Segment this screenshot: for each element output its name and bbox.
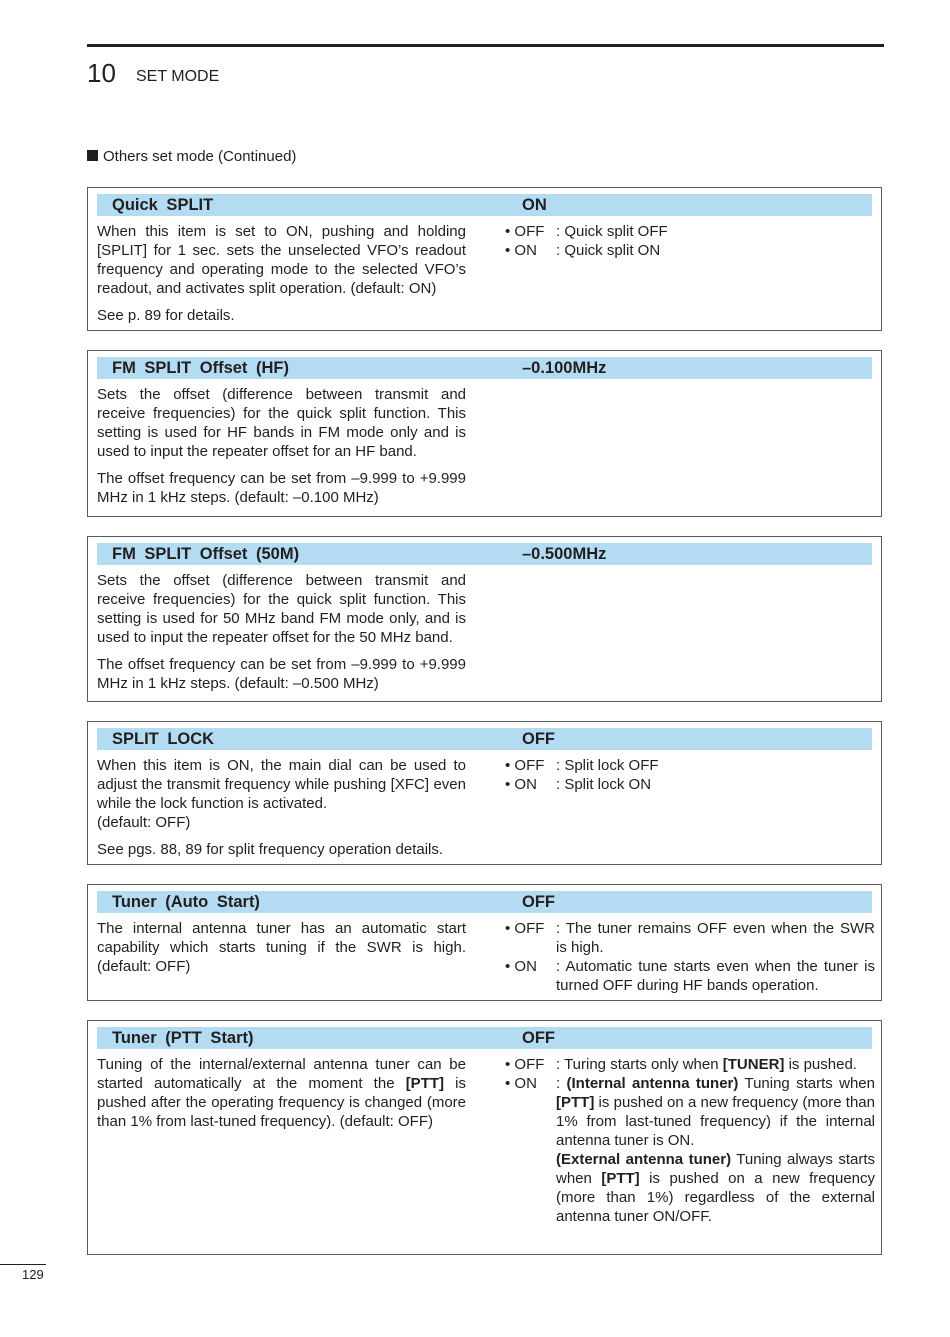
setting-title-bar [97, 728, 872, 750]
option-text-part: Tuning starts when [738, 1075, 875, 1092]
header-rule [87, 44, 884, 47]
setting-default-value: –0.500MHz [522, 545, 607, 563]
option-key: • ON [505, 1075, 537, 1092]
setting-description [97, 1055, 466, 1139]
setting-description [97, 571, 466, 701]
description-paragraph: The offset frequency can be set from –9.999 to +9.999 MHz in 1 kHz steps. (default: –0.100 MHz) [97, 470, 466, 506]
ptt-key-label: [PTT] [556, 1094, 595, 1111]
footer-rule [0, 1264, 46, 1265]
option-text: : Automatic tune starts even when the tuner is turned OFF during HF bands operation. [556, 958, 875, 994]
option-row [505, 222, 875, 241]
tuner-key-label: [TUNER] [722, 1056, 785, 1073]
option-paragraph [556, 1074, 875, 1150]
description-paragraph: Sets the offset (difference between transmit and receive frequencies) for the quick split function. This setting is used for 50 MHz band FM mode only, and is used to input the repeater offset for the 50 MHz band. [97, 572, 466, 646]
internal-tuner-heading: (Internal antenna tuner) [566, 1075, 739, 1092]
description-text: is pushed after the operating frequency is changed (more than 1% from last-tuned frequency). (default: OFF) [97, 1075, 466, 1130]
setting-title-bar [97, 1027, 872, 1049]
option-text-part: is pushed on a new frequency (more than 1% from last-tuned frequency) if the internal antenna tuner is ON. [556, 1094, 875, 1149]
option-text-part: is pushed on a new frequency (more than 1%) regardless of the external antenna tuner ON/OFF. [556, 1170, 876, 1225]
setting-default-value: –0.100MHz [522, 359, 607, 377]
option-text: : Split lock OFF [556, 757, 659, 774]
description-paragraph: When this item is ON, the main dial can be used to adjust the transmit frequency while pushing [XFC] even while the lock function is activated. [97, 757, 466, 812]
setting-title: Tuner (PTT Start) [112, 1029, 254, 1047]
option-key: • OFF [505, 920, 545, 937]
option-row [505, 1055, 875, 1074]
setting-quick-split [87, 187, 882, 331]
option-text-part: Tuning always starts when [556, 1151, 875, 1187]
setting-title: Quick SPLIT [112, 196, 214, 214]
setting-title: FM SPLIT Offset (HF) [112, 359, 289, 377]
description-paragraph: (default: OFF) [97, 814, 191, 831]
setting-options [505, 756, 875, 794]
section-heading [87, 147, 296, 167]
option-text: : Quick split OFF [556, 223, 668, 240]
option-row [505, 756, 875, 775]
option-text: : Quick split ON [556, 242, 661, 259]
chapter-number: 10 [87, 58, 116, 88]
setting-default-value: OFF [522, 730, 555, 748]
setting-description [97, 385, 466, 515]
setting-title-bar [97, 891, 872, 913]
option-paragraph [556, 1150, 875, 1226]
option-key: • OFF [505, 1056, 545, 1073]
setting-fm-split-offset-50m [87, 536, 882, 702]
option-text-part: : [556, 1075, 567, 1092]
setting-title: Tuner (Auto Start) [112, 893, 260, 911]
option-row [505, 241, 875, 260]
option-row [505, 1074, 875, 1226]
setting-title-bar [97, 543, 872, 565]
option-row [505, 775, 875, 794]
page-number: 129 [22, 1267, 44, 1282]
description-text: Tuning of the internal/external antenna tuner can be started automatically at the moment the [97, 1056, 466, 1092]
setting-title-bar [97, 357, 872, 379]
setting-title: FM SPLIT Offset (50M) [112, 545, 300, 563]
description-paragraph [97, 1055, 466, 1131]
setting-options [505, 1055, 875, 1226]
option-key: • OFF [505, 757, 545, 774]
ptt-key-label: [PTT] [405, 1075, 445, 1092]
option-text: : The tuner remains OFF even when the SWR is high. [556, 920, 875, 956]
option-text-part: is pushed. [784, 1056, 857, 1073]
setting-options [505, 222, 875, 260]
option-row [505, 919, 875, 957]
description-paragraph: See p. 89 for details. [97, 307, 235, 324]
option-text-part: : Turing starts only when [556, 1056, 723, 1073]
option-key: • OFF [505, 223, 545, 240]
external-tuner-heading: (External antenna tuner) [556, 1151, 732, 1168]
description-paragraph: The internal antenna tuner has an automatic start capability which starts tuning if the SWR is high. (default: OFF) [97, 920, 466, 975]
option-key: • ON [505, 776, 537, 793]
setting-default-value: OFF [522, 893, 555, 911]
option-key: • ON [505, 958, 537, 975]
setting-title-bar [97, 194, 872, 216]
option-text: : Split lock ON [556, 776, 652, 793]
setting-fm-split-offset-hf [87, 350, 882, 517]
chapter-title: SET MODE [136, 68, 220, 85]
description-paragraph: The offset frequency can be set from –9.999 to +9.999 MHz in 1 kHz steps. (default: –0.500 MHz) [97, 656, 466, 692]
setting-description [97, 919, 466, 984]
option-text [556, 1074, 875, 1226]
setting-description [97, 756, 466, 867]
square-bullet-icon [87, 150, 98, 161]
setting-description [97, 222, 466, 333]
setting-default-value: OFF [522, 1029, 555, 1047]
description-paragraph: When this item is set to ON, pushing and holding [SPLIT] for 1 sec. sets the unselected VFO’s readout frequency and operating mode to the selected VFO’s readout, and activates split operation. (default: ON) [97, 223, 466, 297]
setting-title: SPLIT LOCK [112, 730, 215, 748]
setting-options [505, 919, 875, 995]
option-text [556, 1055, 875, 1074]
setting-tuner-auto-start [87, 884, 882, 1001]
option-row [505, 957, 875, 995]
description-paragraph: Sets the offset (difference between transmit and receive frequencies) for the quick split function. This setting is used for HF bands in FM mode only and is used to input the repeater offset for an HF band. [97, 386, 466, 460]
section-title: Others set mode (Continued) [103, 148, 297, 165]
setting-split-lock [87, 721, 882, 865]
setting-tuner-ptt-start [87, 1020, 882, 1255]
description-paragraph: See pgs. 88, 89 for split frequency operation details. [97, 841, 444, 858]
ptt-key-label: [PTT] [601, 1170, 640, 1187]
option-key: • ON [505, 242, 537, 259]
setting-default-value: ON [522, 196, 547, 214]
